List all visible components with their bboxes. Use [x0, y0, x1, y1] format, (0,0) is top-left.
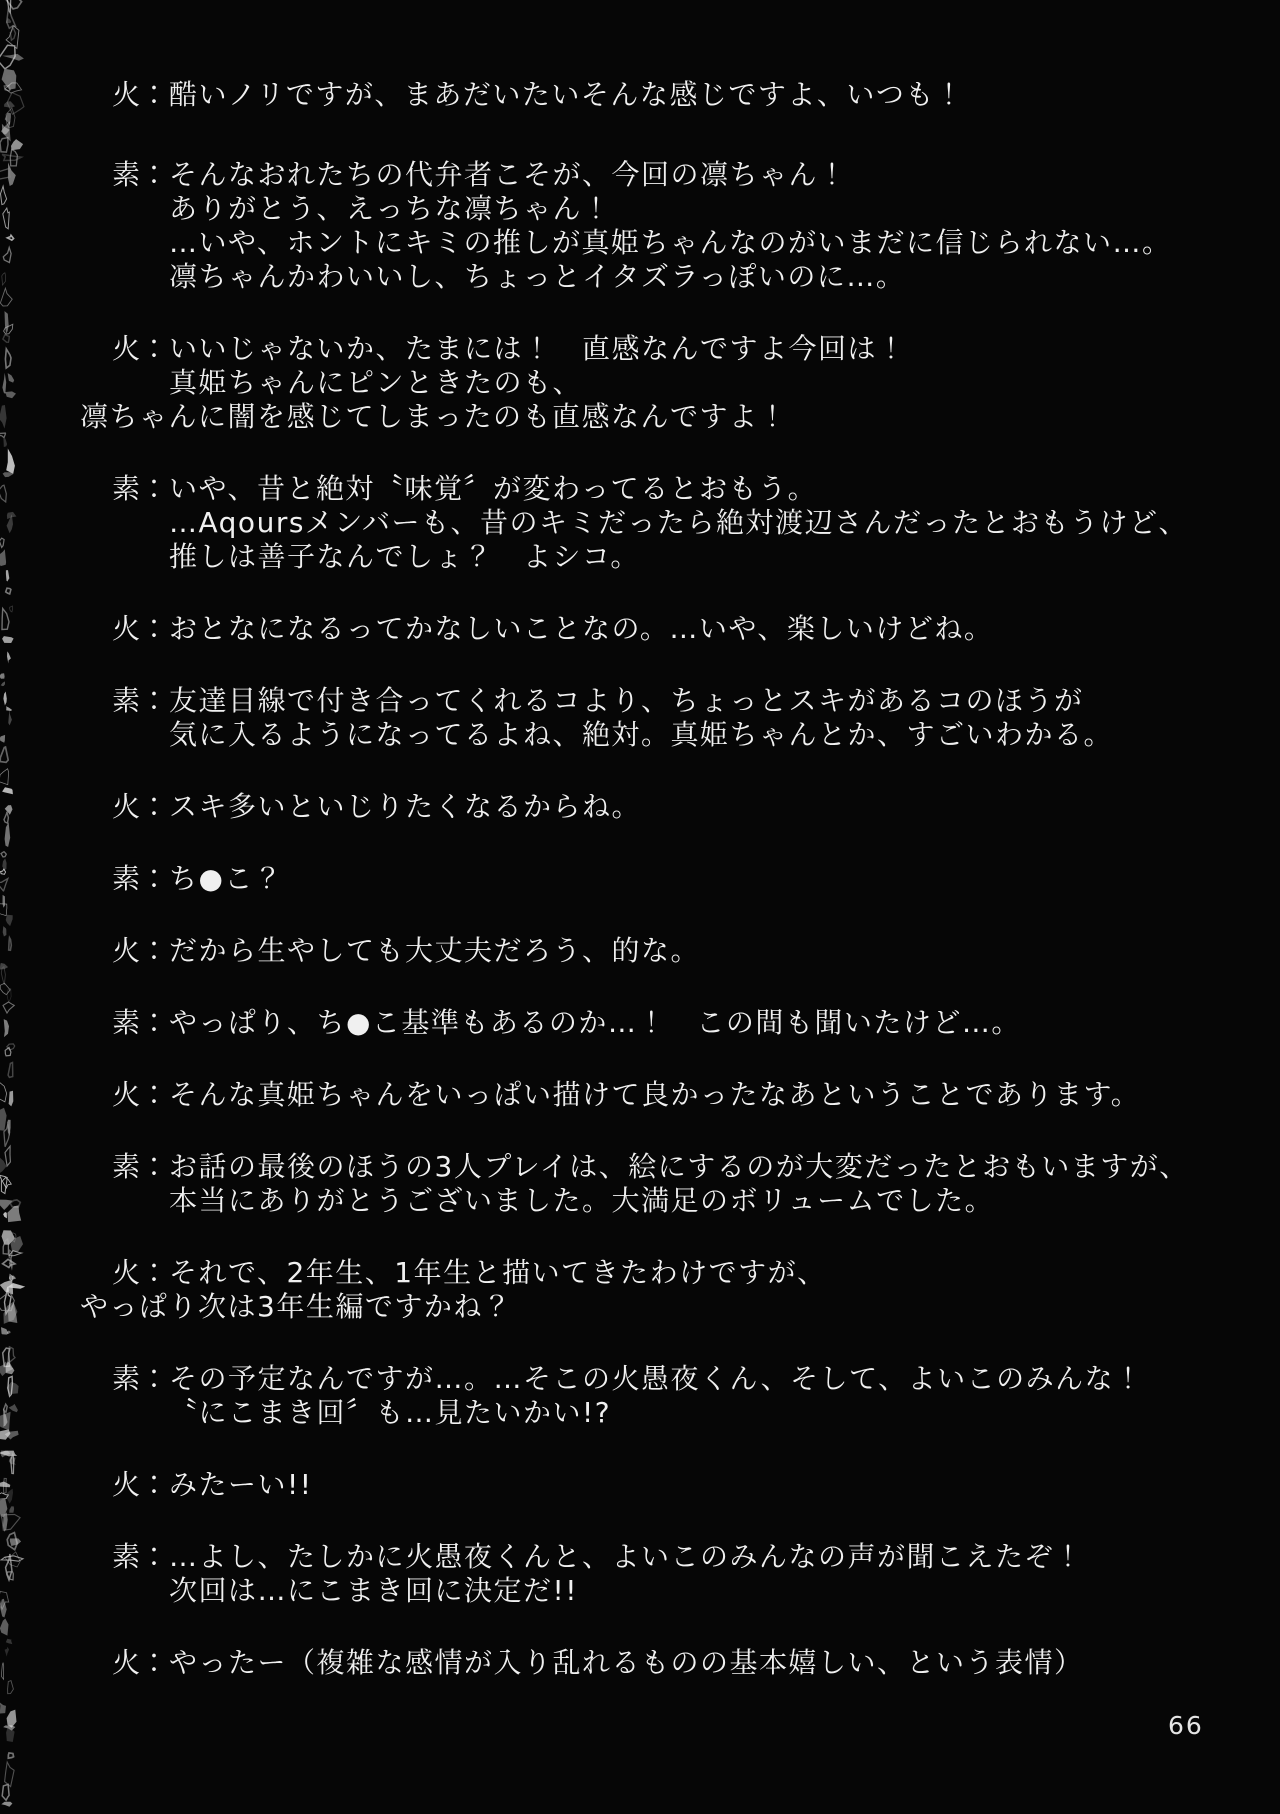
dialogue-line-text: 凛ちゃんかわいいし、ちょっとイタズラっぽいのに…。	[169, 260, 906, 293]
speaker-label: 火：	[112, 1468, 169, 1501]
dialogue-line	[0, 540, 1280, 574]
speaker-label: 火：	[112, 1078, 169, 1111]
dialogue-block	[0, 158, 1280, 294]
dialogue-block	[0, 862, 1280, 896]
dialogue-line-text: やっぱり、ち●こ基準もあるのか…！ この間も聞いたけど…。	[169, 1006, 1021, 1039]
speaker-label: 素：	[112, 1540, 169, 1573]
dialogue-line-text: そんなおれたちの代弁者こそが、今回の凛ちゃん！	[169, 158, 848, 191]
dialogue-line-text: …いや、ホントにキミの推しが真姫ちゃんなのがいまだに信じられない…。	[169, 226, 1172, 259]
dialogue-line-text: ありがとう、えっちな凛ちゃん！	[169, 192, 612, 225]
dialogue-line	[0, 226, 1280, 260]
dialogue-line-text: だから生やしても大丈夫だろう、的な。	[169, 934, 701, 967]
dialogue-line-text: そんな真姫ちゃんをいっぱい描けて良かったなあということであります。	[169, 1078, 1141, 1111]
speaker-label: 火：	[112, 1256, 169, 1289]
dialogue-line-text: やっぱり次は3年生編ですかね？	[80, 1290, 513, 1323]
dialogue-line-text: …よし、たしかに火愚夜くんと、よいこのみんなの声が聞こえたぞ！	[169, 1540, 1084, 1573]
speaker-label: 素：	[112, 1362, 169, 1395]
dialogue-line	[0, 1150, 1280, 1184]
dialogue-line	[0, 1256, 1280, 1290]
dialogue-line	[0, 158, 1280, 192]
dialogue-line-text: おとなになるってかなしいことなの。…いや、楽しいけどね。	[169, 612, 994, 645]
dialogue-line-text: それで、2年生、1年生と描いてきたわけですが、	[169, 1256, 827, 1289]
dialogue-line-text: 〝にこまき回〞も…見たいかい!?	[169, 1396, 612, 1429]
dialogue-block	[0, 1006, 1280, 1040]
dialogue-line	[0, 192, 1280, 226]
dialogue-block	[0, 612, 1280, 646]
dialogue-block	[0, 1468, 1280, 1502]
dialogue-line-text: いや、昔と絶対〝味覚〞が変わってるとおもう。	[169, 472, 818, 505]
speaker-label: 素：	[112, 862, 169, 895]
dialogue-block	[0, 1540, 1280, 1608]
dialogue-block	[0, 472, 1280, 574]
speaker-label: 素：	[112, 1150, 169, 1183]
dialogue-line	[0, 1006, 1280, 1040]
dialogue-line	[0, 684, 1280, 718]
dialogue-line	[0, 1574, 1280, 1608]
dialogue-line	[0, 862, 1280, 896]
dialogue-line-text: 真姫ちゃんにピンときたのも、	[169, 366, 583, 399]
dialogue-line	[0, 1290, 1280, 1324]
dialogue-line	[0, 506, 1280, 540]
dialogue-line-text: 酷いノリですが、まあだいたいそんな感じですよ、いつも！	[169, 78, 965, 111]
dialogue-block	[0, 1256, 1280, 1324]
dialogue-line-text: スキ多いといじりたくなるからね。	[169, 790, 642, 823]
dialogue-line	[0, 790, 1280, 824]
dialogue-line-text: みたーい!!	[169, 1468, 313, 1501]
speaker-label: 火：	[112, 790, 169, 823]
dialogue-block	[0, 332, 1280, 434]
dialogue-line-text: 次回は…にこまき回に決定だ!!	[169, 1574, 578, 1607]
dialogue-line	[0, 1396, 1280, 1430]
dialogue-line-text: お話の最後のほうの3人プレイは、絵にするのが大変だったとおもいますが、	[169, 1150, 1189, 1183]
speaker-label: 素：	[112, 684, 169, 717]
dialogue-line	[0, 612, 1280, 646]
dialogue-block	[0, 790, 1280, 824]
speaker-label: 素：	[112, 158, 169, 191]
dialogue-block	[0, 1362, 1280, 1430]
dialogue-line	[0, 1540, 1280, 1574]
dialogue-line-text: ち●こ？	[169, 862, 284, 895]
dialogue-line-text: 凛ちゃんに闇を感じてしまったのも直感なんですよ！	[80, 400, 789, 433]
dialogue-line	[0, 366, 1280, 400]
dialogue-block	[0, 1150, 1280, 1218]
speaker-label: 素：	[112, 472, 169, 505]
dialogue-block	[0, 684, 1280, 752]
speaker-label: 火：	[112, 78, 169, 111]
speaker-label: 火：	[112, 934, 169, 967]
dialogue-block	[0, 934, 1280, 968]
speaker-label: 火：	[112, 1646, 169, 1679]
dialogue-line	[0, 1646, 1280, 1680]
dialogue-line-text: その予定なんですが…。…そこの火愚夜くん、そして、よいこのみんな！	[169, 1362, 1144, 1395]
dialogue-line-text: やったー（複雑な感情が入り乱れるものの基本嬉しい、という表情）	[169, 1646, 1084, 1679]
dialogue-line-text: いいじゃないか、たまには！ 直感なんですよ今回は！	[169, 332, 907, 365]
dialogue-line-text: 気に入るようになってるよね、絶対。真姫ちゃんとか、すごいわかる。	[169, 718, 1114, 751]
dialogue-block	[0, 1646, 1280, 1680]
dialogue-line	[0, 472, 1280, 506]
dialogue-line	[0, 1078, 1280, 1112]
dialogue-block	[0, 78, 1280, 112]
dialogue-line	[0, 260, 1280, 294]
speaker-label: 火：	[112, 332, 169, 365]
dialogue-line-text: …Aqoursメンバーも、昔のキミだったら絶対渡辺さんだったとおもうけど、	[169, 506, 1188, 539]
dialogue-line	[0, 1362, 1280, 1396]
page-number: 66	[1168, 1711, 1204, 1740]
speaker-label: 火：	[112, 612, 169, 645]
dialogue-line	[0, 400, 1280, 434]
dialogue-block	[0, 1078, 1280, 1112]
dialogue-line	[0, 934, 1280, 968]
dialogue-line	[0, 332, 1280, 366]
dialogue-line-text: 友達目線で付き合ってくれるコより、ちょっとスキがあるコのほうが	[169, 684, 1084, 717]
dialogue-line	[0, 718, 1280, 752]
speaker-label: 素：	[112, 1006, 169, 1039]
dialogue-line-text: 推しは善子なんでしょ？ よシコ。	[169, 540, 640, 573]
dialogue-line-text: 本当にありがとうございました。大満足のボリュームでした。	[169, 1184, 995, 1217]
dialogue-line	[0, 1468, 1280, 1502]
dialogue-line	[0, 78, 1280, 112]
dialogue-line	[0, 1184, 1280, 1218]
